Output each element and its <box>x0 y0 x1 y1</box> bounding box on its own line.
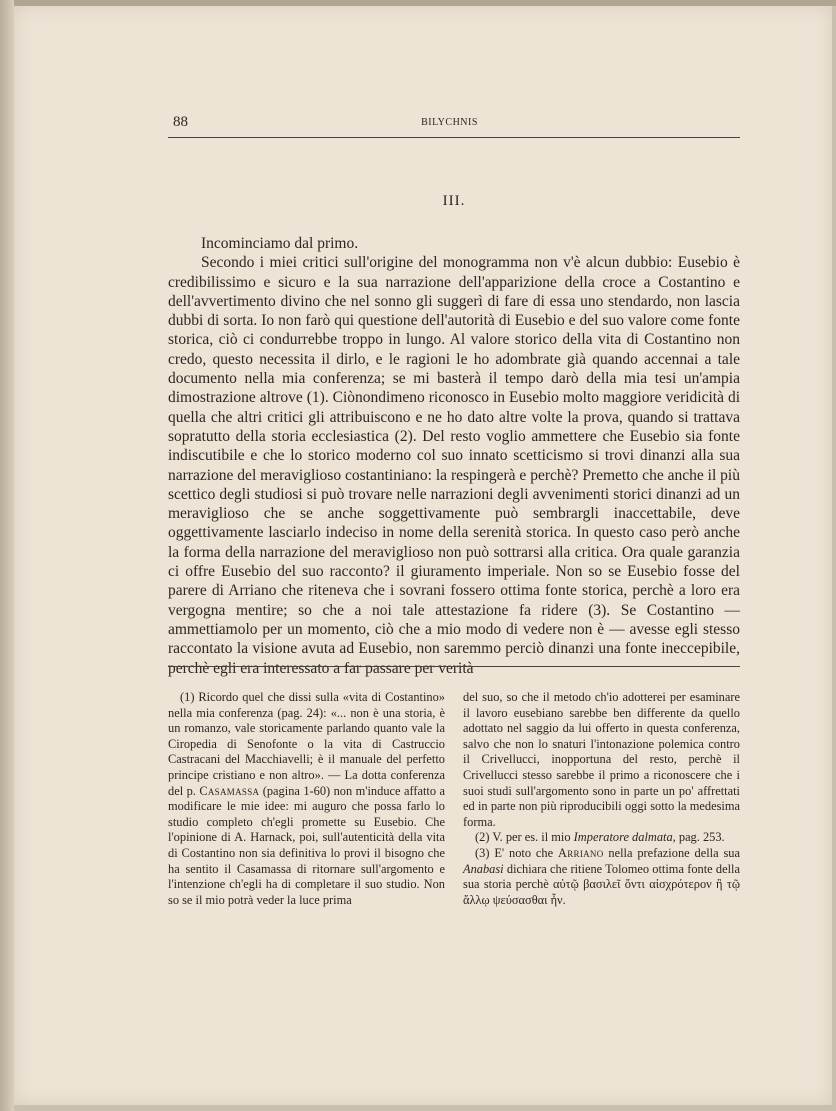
footnote-3-text-a: (3) E' noto che <box>475 845 554 860</box>
footnote-3-text-b: nella prefazione della sua <box>608 845 740 860</box>
author-name: Casamassa <box>199 783 260 798</box>
body-paragraph: Secondo i miei critici sull'origine del monogramma non v'è alcun dubbio: Eusebio è credibilissimo e sicuro e la sua narrazione dell'apparizione della croce a Costantino e dell'avvertimento divino che nel sonno gli suggerì di fare di essa uno stendardo, non lascia dubbi di sorta. Io non farò qui questione dell'autorità di Eusebio e del suo valore come fonte storica, ciò ci condurrebbe troppo in lungo. Al valore storico della vita di Costantino non credo, questo necessita il dirlo, e le ragioni le ho adombrate già quando accennai a tale documento nella mia conferenza; se mi basterà il tempo darò della mia tesi un'ampia dimostrazione altrove (1). Ciònondimeno riconosco in Eusebio molto maggiore veridicità di quella che altri critici gli attribuiscono e ne ho dato altre volte la prova, quando si trattava sopratutto della storia ecclesiastica (2). Del resto voglio ammettere che Eusebio sia fonte indiscutibile e che lo storico moderno col suo innato scetticismo si trovi dinanzi alla sua narrazione del meraviglioso costantiniano: la respingerà e perchè? Premetto che anche il più scettico degli studiosi si può trovare nelle narrazioni degli avvenimenti storici dinanzi ad un meraviglioso che se anche soggettivamente può sembrargli inaccettabile, deve oggettivamente lasciarlo indeciso in nome della serenità storica. In questo caso però anche la forma della narrazione del meraviglioso non può sottrarsi alla critica. Ora quale garanzia ci offre Eusebio del suo racconto? il giuramento imperiale. Non so se Eusebio fosse del parere di Arriano che riteneva che i sovrani fossero ottima fonte storica, perchè a loro era vergogna mentire; so che a noi tale attestazione fa ridere (3). Se Costantino — ammettiamolo per un momento, ciò che a mio modo di vedere non è — avesse egli stesso raccontato la visione avuta ad Eusebio, non saremmo perciò dinanzi una fonte ineccepibile, perchè egli era interessato a far passare per verità <box>168 254 740 677</box>
header-rule <box>168 137 740 138</box>
footnote-3 <box>463 846 740 908</box>
author-name: Arriano <box>557 845 604 860</box>
footnote-2 <box>463 830 740 846</box>
footnote-rule <box>168 666 740 667</box>
footnote-2-text-a: (2) V. per es. il mio <box>475 830 571 845</box>
footnote-1-text-a: (1) Ricordo quel che dissi sulla «vita di Costantino» nella mia conferenza (pag. 24): «... non è una storia, è un romanzo, vale storicamente parlando quanto vale la Ciropedia di Senofonte o la vita di Castruccio Castracani del Macchiavelli; è il manuale del perfetto principe cristiano e non altro». — La dotta conferenza del p. <box>168 690 445 798</box>
footnote-3-text-c: dichiara che ritiene Tolomeo ottima fonte della sua storia perchè αὐτῷ βασιλεῖ ὄντι αἰσχρότερον ἢ τῷ ἄλλῳ ψεύσασθαι ἦν. <box>463 861 740 907</box>
footnote-1-continued: del suo, so che il metodo ch'io adotterei per esaminare il lavoro eusebiano sarebbe ben differente da quello adottato nel saggio da lui offerto in questa conferenza, salvo che non lo snaturi l'intonazione polemica contro il Crivellucci, inopportuna del resto, perchè il Crivellucci stesso sarebbe il primo a riconoscere che i suoi studi sull'argomento sono in parte un po' affrettati ed in parte non più riproducibili oggi sotto la medesima forma. <box>463 690 740 829</box>
main-text <box>168 234 740 678</box>
footnote-2-text-b: , pag. 253. <box>672 830 725 845</box>
section-number: III. <box>442 193 466 209</box>
body-paragraph: Incominciamo dal primo. <box>201 235 359 252</box>
footnote-1-text-b: (pagina 1-60) non m'induce affatto a modificare le mie idee: mi auguro che possa farlo lo studio completo ch'egli promette su Eusebio. Che l'opinione di A. Harnack, poi, sull'autenticità della vita di Costantino non sia definitiva lo provi il bisogno che ha sentito il Casamassa di ritornare sull'argomento e l'intenzione ch'egli ha di completare il suo studio. Non so se il mio potrà veder la luce prima <box>168 783 445 907</box>
footnote-column-left <box>168 690 445 908</box>
running-head <box>158 114 741 134</box>
footnote-1 <box>168 690 445 908</box>
book-title: Imperatore dalmata <box>573 830 673 845</box>
page-number: 88 <box>173 114 188 130</box>
footnotes <box>168 690 740 908</box>
journal-title: BILYCHNIS <box>421 117 478 128</box>
footnote-column-right <box>463 690 740 908</box>
scan-left-edge <box>0 0 14 1111</box>
book-title: Anabasi <box>463 861 504 876</box>
